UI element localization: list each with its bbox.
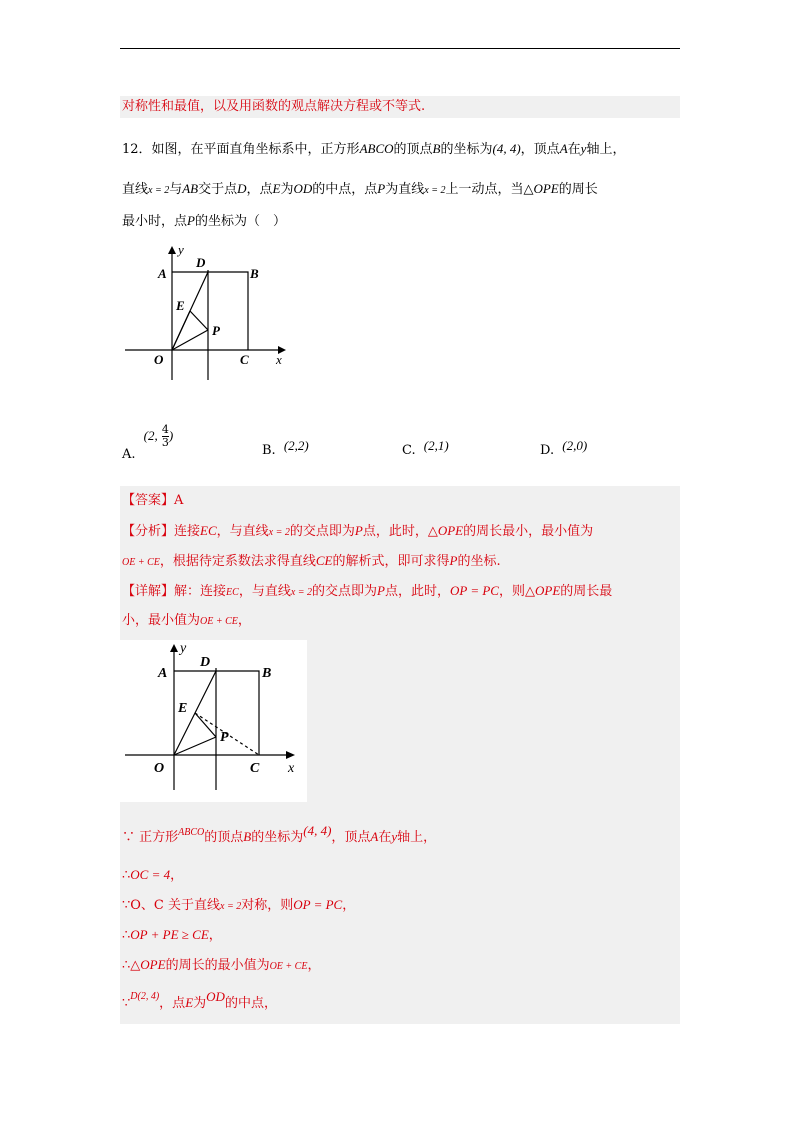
fig2-label-E: E — [178, 701, 188, 716]
detail-label: 【详解】 — [122, 584, 175, 599]
analysis-line-1: 【分析】连接EC，与直线x = 2的交点即为P点，此时，△OPE的周长最小，最小值为 — [122, 523, 594, 539]
fig2-label-D: D — [200, 655, 211, 670]
fig2-label-A: A — [158, 666, 168, 681]
question-line-1: 12．如图，在平面直角坐标系中，正方形ABCO的顶点B的坐标为(4, 4)，顶点A在y轴上， — [122, 141, 626, 157]
fig1-label-O: O — [154, 352, 164, 367]
step-5: ∴△OPE的周长的最小值为OE + CE， — [122, 957, 321, 973]
option-d[interactable]: D. (2,0) — [540, 438, 588, 458]
figure-2 — [120, 640, 307, 802]
fig2-label-B: B — [262, 666, 272, 681]
header-fragment: 对称性和最值，以及用函数的观点解决方程或不等式. — [122, 99, 426, 114]
option-a-fraction: $\frac{4}{3}$ — [161, 423, 169, 449]
header-rule — [120, 48, 680, 49]
fig1-label-C: C — [240, 352, 249, 367]
step-3: ∵O、C 关于直线x = 2对称，则OP = PC， — [122, 897, 356, 913]
fig1-label-P: P — [212, 323, 220, 338]
answer-value: A — [174, 493, 184, 508]
fig2-label-x: x — [288, 761, 295, 776]
answer-label: 【答案】 — [122, 493, 175, 508]
step-2: ∴OC = 4， — [122, 867, 184, 883]
fig1-label-y: y — [178, 242, 184, 257]
fig2-label-y: y — [180, 641, 187, 656]
analysis-label: 【分析】 — [122, 524, 175, 539]
fig1-label-D: D — [196, 255, 206, 270]
fig1-label-A: A — [158, 266, 167, 281]
detail-line-1: 【详解】解：连接EC，与直线x = 2的交点即为P点，此时，OP = PC，则△OPE的周长最 — [122, 583, 613, 599]
figure-1 — [120, 240, 300, 385]
fig2-label-C: C — [250, 761, 260, 776]
fig2-label-O: O — [154, 761, 165, 776]
answer-line — [122, 492, 183, 510]
step-1: ∵ 正方形$^{ABCO}$的顶点B的坐标为(4, 4)，顶点A在y轴上， — [122, 823, 437, 845]
option-c[interactable]: C. (2,1) — [402, 438, 449, 458]
question-line-2: 直线x = 2与AB交于点D，点E为OD的中点，点P为直线x = 2上一动点，当△OPE的周长 — [122, 181, 598, 197]
fig1-label-E: E — [176, 298, 185, 313]
option-a[interactable]: A. (2, $\frac{4}{3}$ ) — [122, 423, 174, 462]
fig2-label-P: P — [220, 730, 229, 745]
question-number: 12． — [122, 142, 152, 157]
fig1-label-B: B — [250, 266, 259, 281]
option-b[interactable]: B. (2,2) — [262, 438, 309, 458]
step-6: ∵$^{D(2, 4)}$，点E为OD的中点， — [122, 989, 277, 1011]
step-4: ∴OP + PE ≥ CE， — [122, 927, 222, 943]
analysis-line-2: OE + CE，根据待定系数法求得直线CE的解析式，即可求得P的坐标. — [122, 553, 501, 569]
fig1-label-x: x — [276, 352, 282, 367]
question-line-3: 最小时，点P的坐标为（ ） — [122, 213, 286, 229]
detail-line-2: 小，最小值为OE + CE， — [122, 613, 251, 628]
